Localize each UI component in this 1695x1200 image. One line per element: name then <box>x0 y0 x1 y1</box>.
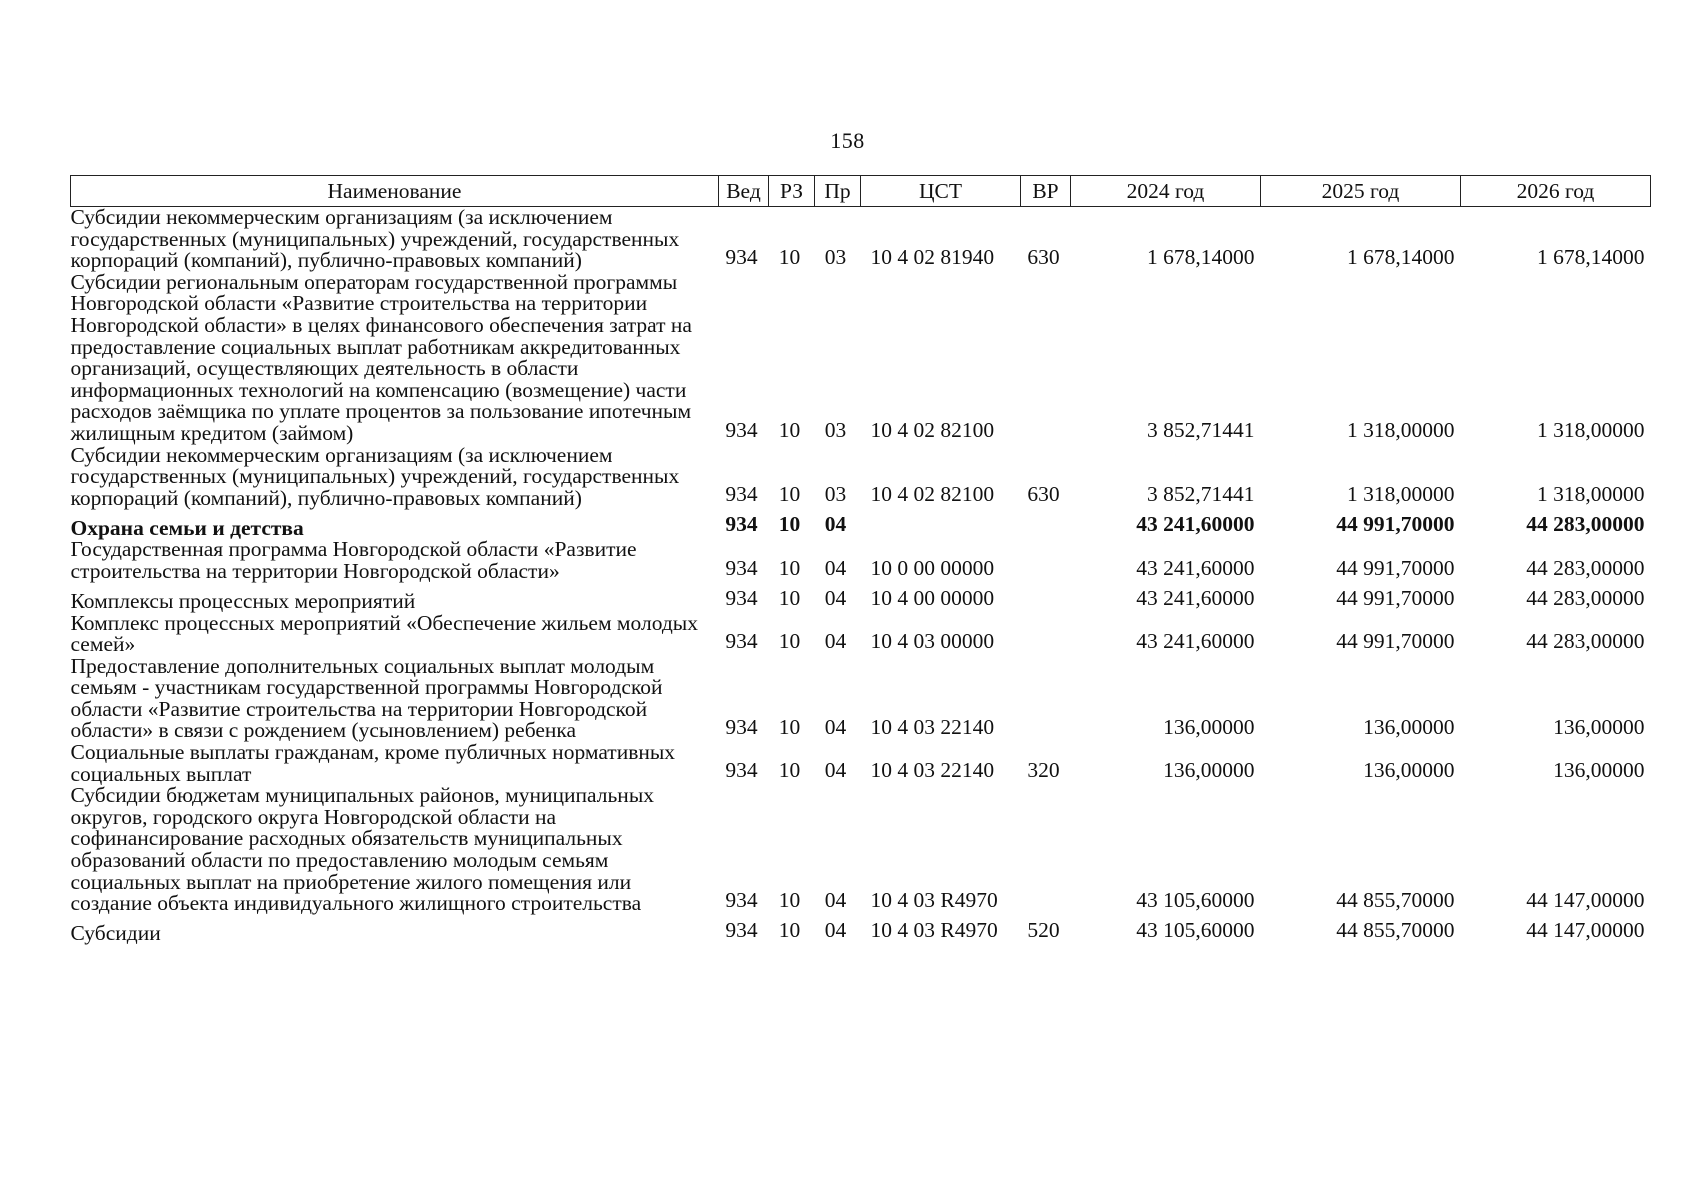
table-row <box>71 613 1651 656</box>
cell-2024: 43 241,60000 <box>1136 555 1255 580</box>
cell-pr: 04 <box>824 758 847 783</box>
table-row <box>71 915 1651 945</box>
cell-2026: 1 678,14000 <box>1537 244 1645 269</box>
cell-cst <box>861 509 1021 539</box>
cell-2026: 44 283,00000 <box>1526 555 1645 580</box>
cell-vr <box>1021 613 1071 656</box>
cell-vr <box>1021 272 1071 445</box>
cell-name: Социальные выплаты гражданам, кроме публичных нормативных социальных выплат <box>70 740 676 786</box>
cell-cst: 10 4 03 R4970 <box>870 887 998 912</box>
cell-2025: 44 991,70000 <box>1336 512 1455 537</box>
cell-cst: 10 4 03 22140 <box>870 758 995 783</box>
cell-2026: 136,00000 <box>1553 715 1645 740</box>
cell-pr: 04 <box>824 512 847 537</box>
cell-2026: 44 283,00000 <box>1526 628 1645 653</box>
cell-name: Государственная программа Новгородской области «Развитие строительства на территории Новгородской области» <box>70 537 637 583</box>
cell-2026: 1 318,00000 <box>1537 482 1645 507</box>
cell-2024: 43 241,60000 <box>1136 585 1255 610</box>
cell-2026: 44 283,00000 <box>1526 585 1645 610</box>
cell-2025: 44 991,70000 <box>1336 628 1455 653</box>
header-2026: 2026 год <box>1461 176 1651 207</box>
table-row <box>71 445 1651 510</box>
cell-ved: 934 <box>725 417 758 442</box>
cell-name: Субсидии региональным операторам государственной программы Новгородской области «Развитие строительства на территории Новгородской области» в целях финансового обеспечения затрат на предоставление социальных выплат работникам аккредитованных организаций, осуществляющих деятельность в области информационных технологий на компенсацию (возмещение) части расходов заёмщика по уплате процентов за пользование ипотечным жилищным кредитом (займом) <box>70 269 692 445</box>
header-pr: Пр <box>815 176 861 207</box>
cell-cst: 10 4 00 00000 <box>870 585 995 610</box>
cell-ved: 934 <box>725 585 758 610</box>
cell-vr: 320 <box>1027 758 1060 783</box>
cell-vr: 520 <box>1027 917 1060 942</box>
header-rz: РЗ <box>769 176 815 207</box>
cell-2026: 44 283,00000 <box>1526 512 1645 537</box>
cell-vr <box>1021 583 1071 613</box>
cell-vr: 630 <box>1027 482 1060 507</box>
table-row <box>71 207 1651 272</box>
cell-pr: 04 <box>824 887 847 912</box>
cell-cst: 10 0 00 00000 <box>870 555 995 580</box>
cell-name: Предоставление дополнительных социальных выплат молодым семьям - участникам государственной программы Новгородской области «Развитие строительства на территории Новгородской области» в связи с рождением (усыновлением) ребенка <box>70 653 663 743</box>
cell-vr <box>1021 785 1071 915</box>
cell-vr: 630 <box>1027 244 1060 269</box>
cell-pr: 04 <box>824 917 847 942</box>
cell-pr: 04 <box>824 628 847 653</box>
cell-ved: 934 <box>725 917 758 942</box>
cell-cst: 10 4 02 81940 <box>870 244 995 269</box>
cell-rz: 10 <box>778 482 801 507</box>
cell-2025: 44 855,70000 <box>1336 887 1455 912</box>
cell-rz: 10 <box>778 555 801 580</box>
cell-pr: 04 <box>824 715 847 740</box>
cell-cst: 10 4 03 22140 <box>870 715 995 740</box>
table-row <box>71 656 1651 742</box>
cell-ved: 934 <box>725 244 758 269</box>
page-number: 158 <box>830 128 865 153</box>
cell-ved: 934 <box>725 512 758 537</box>
table-row <box>71 539 1651 582</box>
cell-pr: 03 <box>824 417 847 442</box>
cell-2025: 44 855,70000 <box>1336 917 1455 942</box>
cell-cst: 10 4 02 82100 <box>870 482 995 507</box>
table-row <box>71 583 1651 613</box>
cell-2024: 43 241,60000 <box>1136 512 1255 537</box>
cell-name: Субсидии некоммерческим организациям (за исключением государственных (муниципальных) учреждений, государственных корпораций (компаний), публично-правовых компаний) <box>70 442 680 510</box>
cell-rz: 10 <box>778 715 801 740</box>
cell-ved: 934 <box>725 628 758 653</box>
cell-cst: 10 4 03 R4970 <box>870 917 998 942</box>
header-ved: Вед <box>719 176 769 207</box>
cell-2026: 44 147,00000 <box>1526 887 1645 912</box>
header-cst: ЦСТ <box>861 176 1021 207</box>
cell-cst: 10 4 03 00000 <box>870 628 995 653</box>
cell-vr <box>1021 509 1071 539</box>
cell-2024: 3 852,71441 <box>1147 482 1255 507</box>
cell-ved: 934 <box>725 758 758 783</box>
cell-rz: 10 <box>778 887 801 912</box>
cell-2025: 44 991,70000 <box>1336 555 1455 580</box>
cell-name: Субсидии <box>70 921 161 946</box>
table-row <box>71 785 1651 915</box>
cell-vr <box>1021 656 1071 742</box>
cell-ved: 934 <box>725 555 758 580</box>
cell-rz: 10 <box>778 417 801 442</box>
cell-2024: 43 105,60000 <box>1136 887 1255 912</box>
table-row <box>71 742 1651 785</box>
cell-2024: 43 241,60000 <box>1136 628 1255 653</box>
cell-2024: 136,00000 <box>1163 758 1255 783</box>
cell-name: Субсидии бюджетам муниципальных районов, муниципальных округов, городского округа Новгородской области на софинансирование расходных обязательств муниципальных образований области по предоставлению молодым семьям социальных выплат на приобретение жилого помещения или создание объекта индивидуального жилищного строительства <box>70 783 655 916</box>
cell-2024: 136,00000 <box>1163 715 1255 740</box>
cell-name: Субсидии некоммерческим организациям (за исключением государственных (муниципальных) учреждений, государственных корпораций (компаний), публично-правовых компаний) <box>70 205 680 273</box>
cell-2026: 136,00000 <box>1553 758 1645 783</box>
cell-pr: 04 <box>824 555 847 580</box>
cell-ved: 934 <box>725 887 758 912</box>
cell-2025: 136,00000 <box>1363 715 1455 740</box>
cell-rz: 10 <box>778 512 801 537</box>
table-row <box>71 509 1651 539</box>
cell-rz: 10 <box>778 244 801 269</box>
cell-vr <box>1021 539 1071 582</box>
cell-2024: 3 852,71441 <box>1147 417 1255 442</box>
cell-2025: 136,00000 <box>1363 758 1455 783</box>
cell-rz: 10 <box>778 585 801 610</box>
cell-2025: 1 318,00000 <box>1347 482 1455 507</box>
cell-ved: 934 <box>725 482 758 507</box>
cell-pr: 03 <box>824 482 847 507</box>
cell-pr: 04 <box>824 585 847 610</box>
cell-name: Комплексы процессных мероприятий <box>70 588 416 613</box>
cell-2024: 1 678,14000 <box>1147 244 1255 269</box>
cell-2026: 1 318,00000 <box>1537 417 1645 442</box>
header-vr: ВР <box>1021 176 1071 207</box>
cell-pr: 03 <box>824 244 847 269</box>
cell-2026: 44 147,00000 <box>1526 917 1645 942</box>
table-header <box>71 176 1651 207</box>
cell-cst: 10 4 02 82100 <box>870 417 995 442</box>
cell-name: Комплекс процессных мероприятий «Обеспечение жильем молодых семей» <box>70 610 698 657</box>
header-name: Наименование <box>71 176 719 207</box>
cell-2025: 1 678,14000 <box>1347 244 1455 269</box>
header-2025: 2025 год <box>1261 176 1461 207</box>
table-body <box>71 207 1651 945</box>
cell-2025: 1 318,00000 <box>1347 417 1455 442</box>
table-row <box>71 272 1651 445</box>
cell-rz: 10 <box>778 628 801 653</box>
cell-rz: 10 <box>778 917 801 942</box>
cell-ved: 934 <box>725 715 758 740</box>
cell-2025: 44 991,70000 <box>1336 585 1455 610</box>
cell-rz: 10 <box>778 758 801 783</box>
cell-name: Охрана семьи и детства <box>70 515 304 540</box>
budget-table <box>70 175 1651 945</box>
header-2024: 2024 год <box>1071 176 1261 207</box>
cell-2024: 43 105,60000 <box>1136 917 1255 942</box>
